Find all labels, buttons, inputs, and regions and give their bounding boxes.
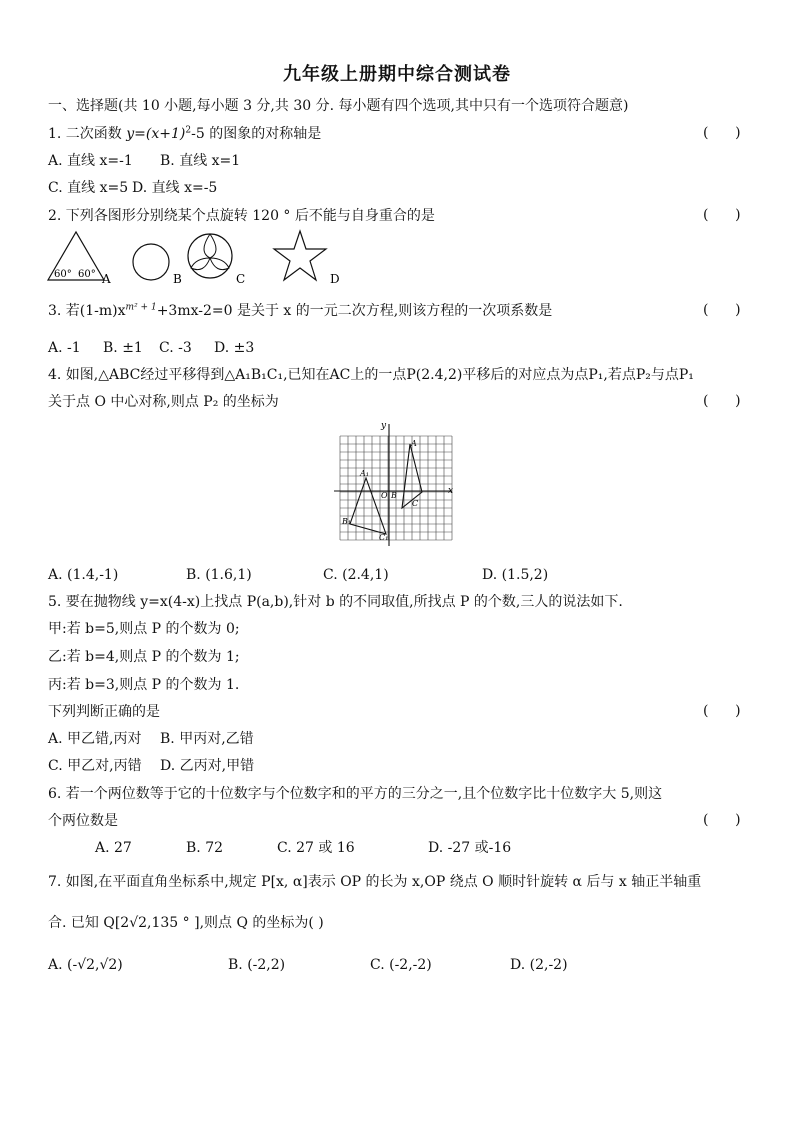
grid [340, 436, 452, 540]
q4-option-d: D. (1.5,2) [482, 567, 549, 583]
q6-stem-line2: 个两位数是 [48, 813, 118, 829]
q6-stem-line1: 6. 若一个两位数等于它的十位数字与个位数字和的平方的三分之一,且个位数字比十位数字大 5,则这 [48, 786, 663, 802]
q1-tail: -5 的图象的对称轴是 [191, 126, 322, 142]
q7-line2-start: 合. 已知 Q[2 [48, 915, 130, 931]
sqrt2-symbol: √2 [129, 915, 148, 931]
q6-option-c: C. 27 或 16 [277, 840, 355, 856]
origin-label: O [381, 491, 388, 500]
q5-stem: 5. 要在抛物线 y=x(4-x)上找点 P(a,b),针对 b 的不同取值,所找点 P 的个数,三人的说法如下. [48, 594, 623, 610]
q6-option-b: B. 72 [186, 840, 224, 856]
q5-answer-blank: ( ) [703, 703, 741, 719]
q1-function: y=(x+1) [126, 126, 186, 142]
q1-option-a: A. 直线 x=-1 [48, 153, 133, 169]
q3-stem [48, 302, 552, 320]
figure-label-b: B [173, 272, 182, 286]
q3-exponent: m² + 1 [125, 302, 157, 313]
angle-label-right: 60° [78, 269, 96, 280]
y-axis-label: y [381, 421, 387, 431]
q4-answer-blank: ( ) [703, 393, 741, 409]
point-b1-label: B₁ [342, 517, 352, 526]
figure-label-a: A [102, 272, 111, 286]
q7-stem-line2 [48, 914, 324, 932]
q5-statement-jia: 甲:若 b=5,则点 P 的个数为 0; [48, 621, 240, 637]
q5-statement-yi: 乙:若 b=4,则点 P 的个数为 1; [48, 649, 240, 665]
q3-prefix: 3. 若(1-m)x [48, 303, 126, 319]
q1-option-b: B. 直线 x=1 [160, 153, 241, 169]
q3-option-b: B. ±1 [103, 340, 143, 356]
page-title: 九年级上册期中综合测试卷 [283, 64, 511, 85]
q4-option-a: A. (1.4,-1) [48, 567, 119, 583]
triangle-a1b1c1 [350, 478, 386, 534]
q2-answer-blank: ( ) [703, 207, 741, 223]
q7-option-b: B. (-2,2) [228, 957, 286, 973]
q7-option-a: A. (-√2,√2) [48, 957, 123, 973]
q5-option-d: D. 乙丙对,甲错 [160, 758, 255, 774]
q5-statement-bing: 丙:若 b=3,则点 P 的个数为 1. [48, 677, 240, 693]
q4-coordinate-figure [330, 418, 460, 548]
q5-option-c: C. 甲乙对,丙错 [48, 758, 142, 774]
q2-stem: 2. 下列各图形分别绕某个点旋转 120 ° 后不能与自身重合的是 [48, 208, 435, 224]
q6-answer-blank: ( ) [703, 812, 741, 828]
q7-option-c: C. (-2,-2) [370, 957, 432, 973]
q3-answer-blank: ( ) [703, 302, 741, 318]
q7-stem-line1: 7. 如图,在平面直角坐标系中,规定 P[x, α]表示 OP 的长为 x,OP 绕点 O 顺时针旋转 α 后与 x 轴正半轴重 [48, 874, 702, 890]
q1-option-d: D. 直线 x=-5 [132, 180, 218, 196]
q1-exponent: 2 [185, 125, 192, 136]
q4-stem-line1: 4. 如图,△ABC经过平移得到△A₁B₁C₁,已知在AC上的一点P(2.4,2)平移后的对应点为点P₁,若点P₂与点P₁ [48, 367, 694, 383]
point-b-label: B [391, 491, 397, 500]
section-heading: 一、选择题(共 10 小题,每小题 3 分,共 30 分. 每小题有四个选项,其中只有一个选项符合题意) [48, 98, 629, 114]
q1-option-c: C. 直线 x=5 [48, 180, 129, 196]
q1-prefix: 1. 二次函数 [48, 126, 122, 142]
point-a1-label: A₁ [360, 469, 369, 478]
star-figure [274, 231, 326, 280]
point-a-label: A [411, 439, 417, 448]
figure-label-c: C [236, 272, 246, 286]
q4-stem-line2: 关于点 O 中心对称,则点 P₂ 的坐标为 [48, 394, 279, 410]
q1-answer-blank: ( ) [703, 125, 741, 141]
q7-option-d: D. (2,-2) [510, 957, 568, 973]
q3-tail: +3mx-2=0 是关于 x 的一元二次方程,则该方程的一次项系数是 [156, 303, 553, 319]
x-axis-label: x [448, 486, 454, 496]
circle-figure [133, 244, 169, 280]
q4-option-c: C. (2.4,1) [323, 567, 389, 583]
q4-option-b: B. (1.6,1) [186, 567, 252, 583]
q1-stem [48, 125, 321, 143]
q6-option-a: A. 27 [95, 840, 132, 856]
q5-option-a: A. 甲乙错,丙对 [48, 731, 142, 747]
q2-figures [44, 230, 344, 286]
q7-line2-end: ,135 ° ],则点 Q 的坐标为( ) [147, 915, 324, 931]
q3-option-d: D. ±3 [214, 340, 255, 356]
three-petal-circle-figure [188, 234, 232, 278]
figure-label-d: D [330, 272, 340, 286]
q5-ask: 下列判断正确的是 [48, 704, 160, 720]
q6-option-d: D. -27 或-16 [428, 840, 512, 856]
q3-option-a: A. -1 [48, 340, 81, 356]
q5-option-b: B. 甲丙对,乙错 [160, 731, 254, 747]
angle-label-left: 60° [54, 269, 72, 280]
q3-option-c: C. -3 [159, 340, 192, 356]
point-c1-label: C₁ [379, 533, 389, 542]
point-c-label: C [412, 499, 419, 508]
